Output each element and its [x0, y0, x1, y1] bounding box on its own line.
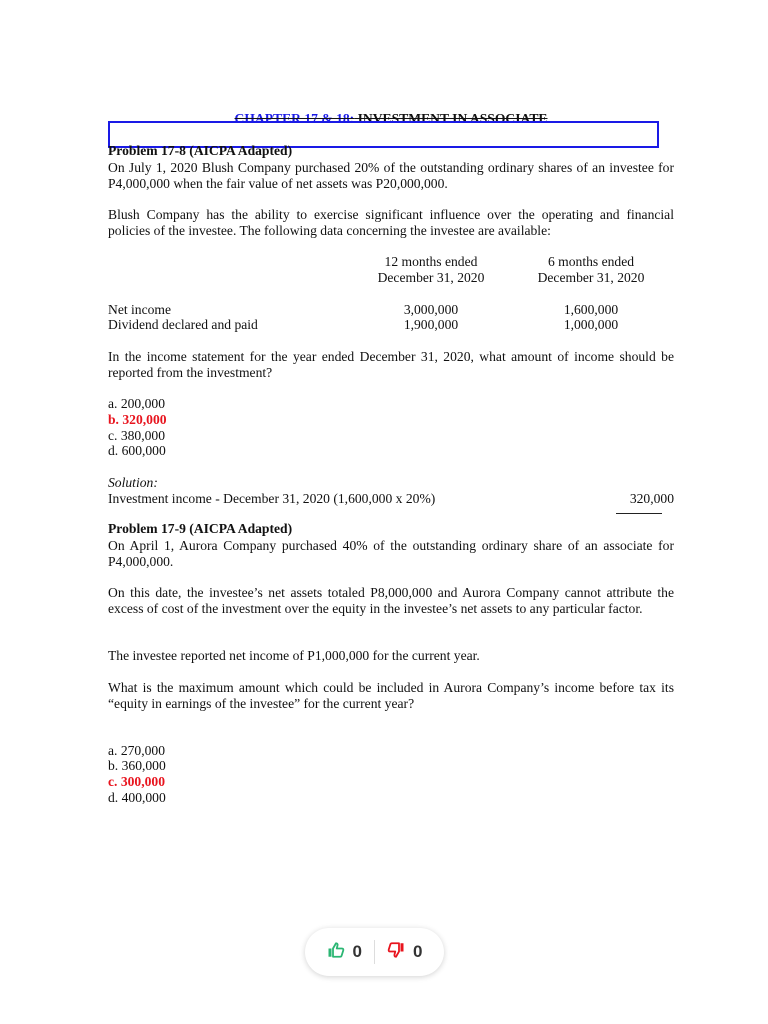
upvote-button[interactable] — [315, 941, 374, 964]
problem-1-paragraph-2: Blush Company has the ability to exercise significant influence over the operating and financial policies of the investee. The following data concerning the investee are available: — [108, 207, 674, 238]
downvote-count: 0 — [413, 942, 423, 961]
problem-2-choice-d: d. 400,000 — [108, 790, 166, 805]
problem-1-choice-d: d. 600,000 — [108, 443, 166, 458]
problem-2-paragraph-2: On this date, the investee’s net assets totaled P8,000,000 and Aurora Company cannot attribute the excess of cost of the investment over the equity in the investee’s net assets to any particular factor. — [108, 585, 674, 616]
problem-1-question: In the income statement for the year ended December 31, 2020, what amount of income should be reported from the investment? — [108, 349, 674, 380]
solution-label: Solution: — [108, 475, 158, 490]
problem-1-choice-a: a. 200,000 — [108, 396, 166, 411]
problem-1-choice-c: c. 380,000 — [108, 428, 166, 443]
problem-2-heading: Problem 17-9 (AICPA Adapted) — [108, 521, 293, 536]
thumbs-down-icon — [387, 941, 405, 964]
table-cell: 1,900,000 — [403, 317, 459, 332]
solution-value: 320,000 — [629, 491, 674, 506]
upvote-count: 0 — [352, 942, 362, 961]
table-header-6-months-line2: December 31, 2020 — [537, 269, 645, 285]
problem-1-choice-b-answer: b. 320,000 — [108, 412, 167, 427]
problem-2-question: What is the maximum amount which could be included in Aurora Company’s income before tax its “equity in earnings of the investee” for the current year? — [108, 680, 674, 711]
thumbs-up-icon — [327, 941, 345, 964]
problem-1-paragraph-1: On July 1, 2020 Blush Company purchased 20% of the outstanding ordinary shares of an investee for P4,000,000 when the fair value of net assets was P20,000,000. — [108, 160, 674, 191]
table-header-12-months-line1: 12 months ended — [384, 254, 478, 269]
solution-underline — [616, 513, 662, 514]
table-header-6-months-line1: 6 months ended — [547, 254, 635, 269]
downvote-button[interactable] — [375, 941, 434, 964]
problem-2-choice-c-answer: c. 300,000 — [108, 774, 166, 789]
table-row-label: Dividend declared and paid — [108, 317, 258, 332]
problem-2-choice-a: a. 270,000 — [108, 743, 166, 758]
problem-2-paragraph-3: The investee reported net income of P1,000,000 for the current year. — [108, 648, 480, 663]
problem-2-paragraph-1: On April 1, Aurora Company purchased 40% of the outstanding ordinary share of an associate for P4,000,000. — [108, 538, 674, 569]
table-cell: 1,600,000 — [563, 302, 619, 317]
chapter-title-number: CHAPTER 17 & 18: — [234, 111, 355, 126]
solution-line: Investment income - December 31, 2020 (1,600,000 x 20%) — [108, 491, 436, 506]
table-header-12-months-line2: December 31, 2020 — [377, 269, 485, 285]
problem-2-choice-b: b. 360,000 — [108, 758, 166, 773]
vote-bar — [305, 928, 444, 976]
table-cell: 1,000,000 — [563, 317, 619, 332]
table-row-label: Net income — [108, 302, 172, 317]
table-header-12-months — [361, 254, 501, 285]
table-header-6-months — [521, 254, 661, 285]
chapter-title-text: INVESTMENT IN ASSOCIATE — [354, 111, 548, 126]
table-cell: 3,000,000 — [403, 302, 459, 317]
problem-1-heading: Problem 17-8 (AICPA Adapted) — [108, 143, 293, 158]
